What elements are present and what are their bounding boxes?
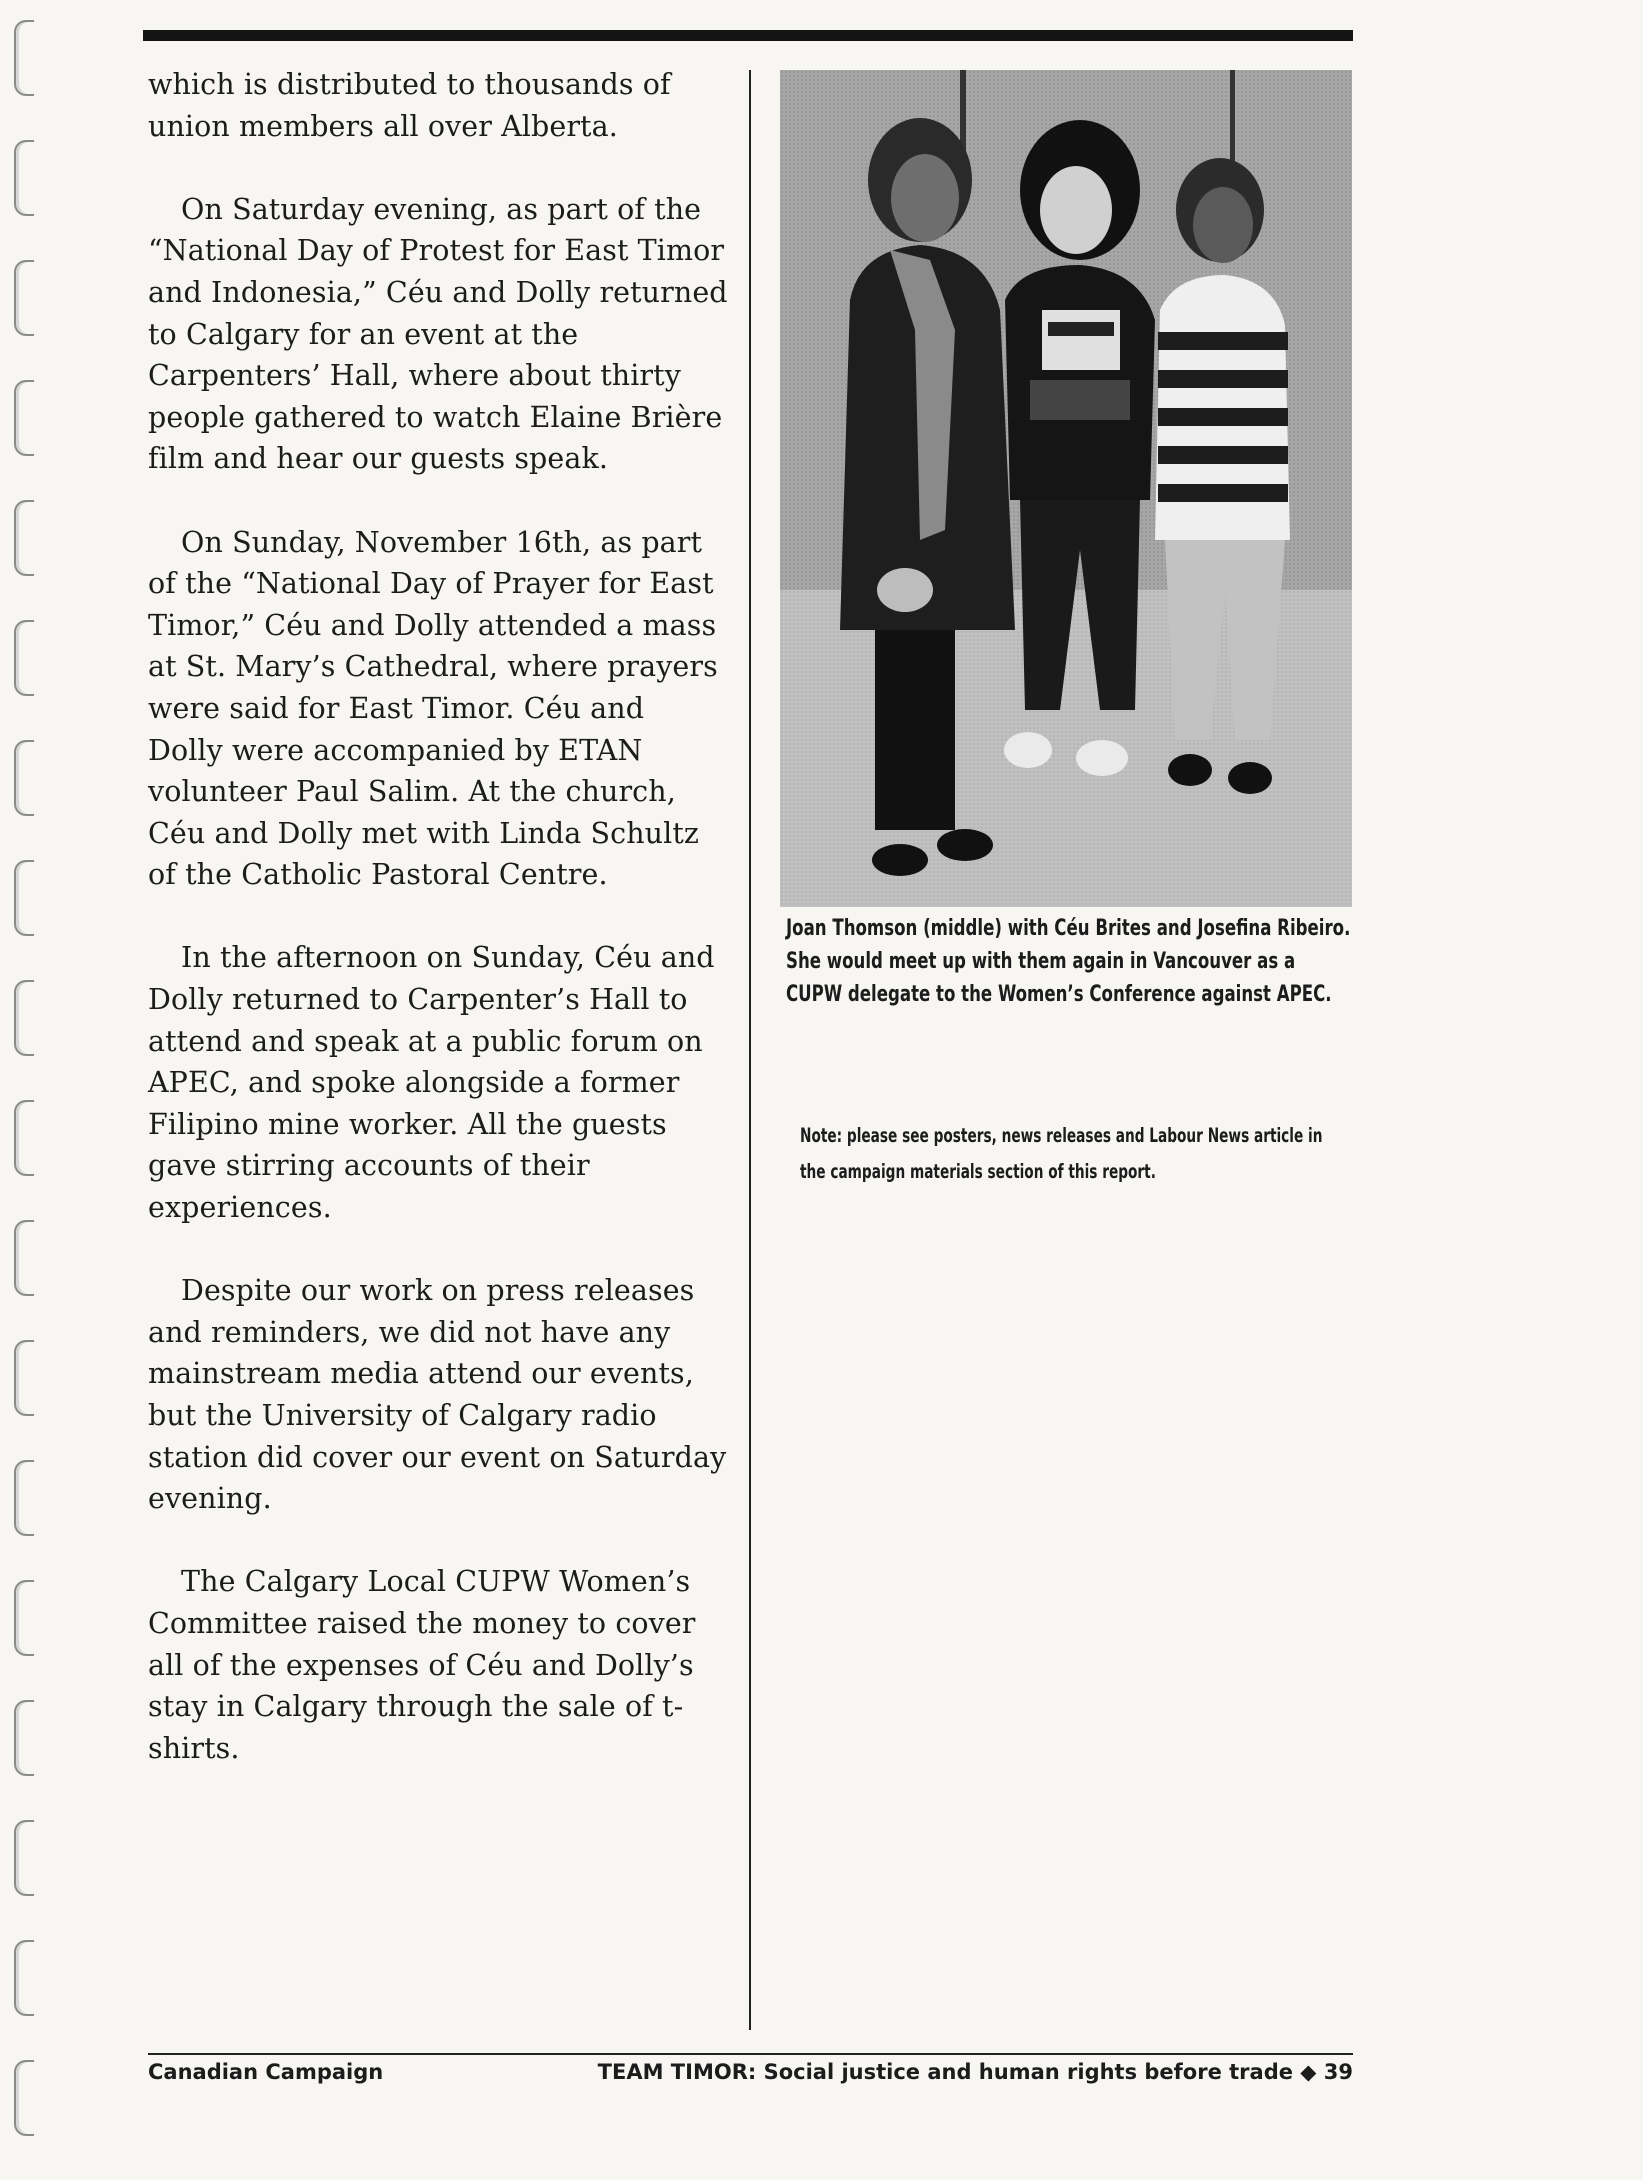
binding-ring — [14, 1700, 34, 1776]
paragraph-6: The Calgary Local CUPW Women’s Committee raised the money to cover all of the expenses of Céu and Dolly’s stay in Calgary through the sale of t-shirts. — [148, 1565, 696, 1765]
binding-ring — [14, 620, 34, 696]
footer-page-info: TEAM TIMOR: Social justice and human rights before trade ◆ 39 — [597, 2060, 1353, 2084]
paragraph-4: In the afternoon on Sunday, Céu and Dolly returned to Carpenter’s Hall to attend and speak at a public forum on APEC, and spoke alongside a former Filipino mine worker. All the guests gave stirring accounts of their experiences. — [148, 941, 715, 1225]
binding-ring — [14, 1100, 34, 1176]
footer-rule — [148, 2053, 1353, 2055]
binding-ring — [14, 1820, 34, 1896]
binding-ring — [14, 20, 34, 96]
binding-ring — [14, 1460, 34, 1536]
top-rule — [143, 30, 1353, 41]
footer-section-label: Canadian Campaign — [148, 2060, 384, 2084]
binding-ring — [14, 740, 34, 816]
binding-ring — [14, 1340, 34, 1416]
column-divider — [749, 70, 751, 2030]
paragraph-1: which is distributed to thousands of union members all over Alberta. — [148, 68, 671, 143]
binding-ring — [14, 380, 34, 456]
binding-ring — [14, 1580, 34, 1656]
paragraph-5: Despite our work on press releases and reminders, we did not have any mainstream media attend our events, but the University of Calgary radio station did cover our event on Saturday evening. — [148, 1274, 727, 1516]
body-column — [148, 64, 728, 1811]
photo-caption: Joan Thomson (middle) with Céu Brites and Josefina Ribeiro. She would meet up with them again in Vancouver as a CUPW delegate to the Women’s Conference against APEC. — [786, 915, 1351, 1007]
binding-ring — [14, 140, 34, 216]
paragraph-2: On Saturday evening, as part of the “National Day of Protest for East Timor and Indonesia,” Céu and Dolly returned to Calgary for an event at the Carpenters’ Hall, where about thirty people gathered to watch Elaine Brière film and hear our guests speak. — [148, 192, 728, 476]
binding-ring — [14, 980, 34, 1056]
binding-ring — [14, 860, 34, 936]
binding-ring — [14, 1940, 34, 2016]
binding-ring — [14, 500, 34, 576]
photo-three-women — [780, 70, 1352, 907]
note-text: Note: please see posters, news releases and Labour News article in the campaign materials section of this report. — [800, 1124, 1323, 1183]
binding-ring — [14, 1220, 34, 1296]
binding-ring — [14, 260, 34, 336]
photo-illustration — [780, 70, 1352, 907]
paragraph-3: On Sunday, November 16th, as part of the “National Day of Prayer for East Timor,” Céu and Dolly attended a mass at St. Mary’s Cathedral, where prayers were said for East Timor. Céu and Dolly were accompanied by ETAN volunteer Paul Salim. At the church, Céu and Dolly met with Linda Schultz of the Catholic Pastoral Centre. — [148, 525, 718, 892]
binding-ring — [14, 2060, 34, 2136]
spiral-binding — [6, 20, 46, 2160]
